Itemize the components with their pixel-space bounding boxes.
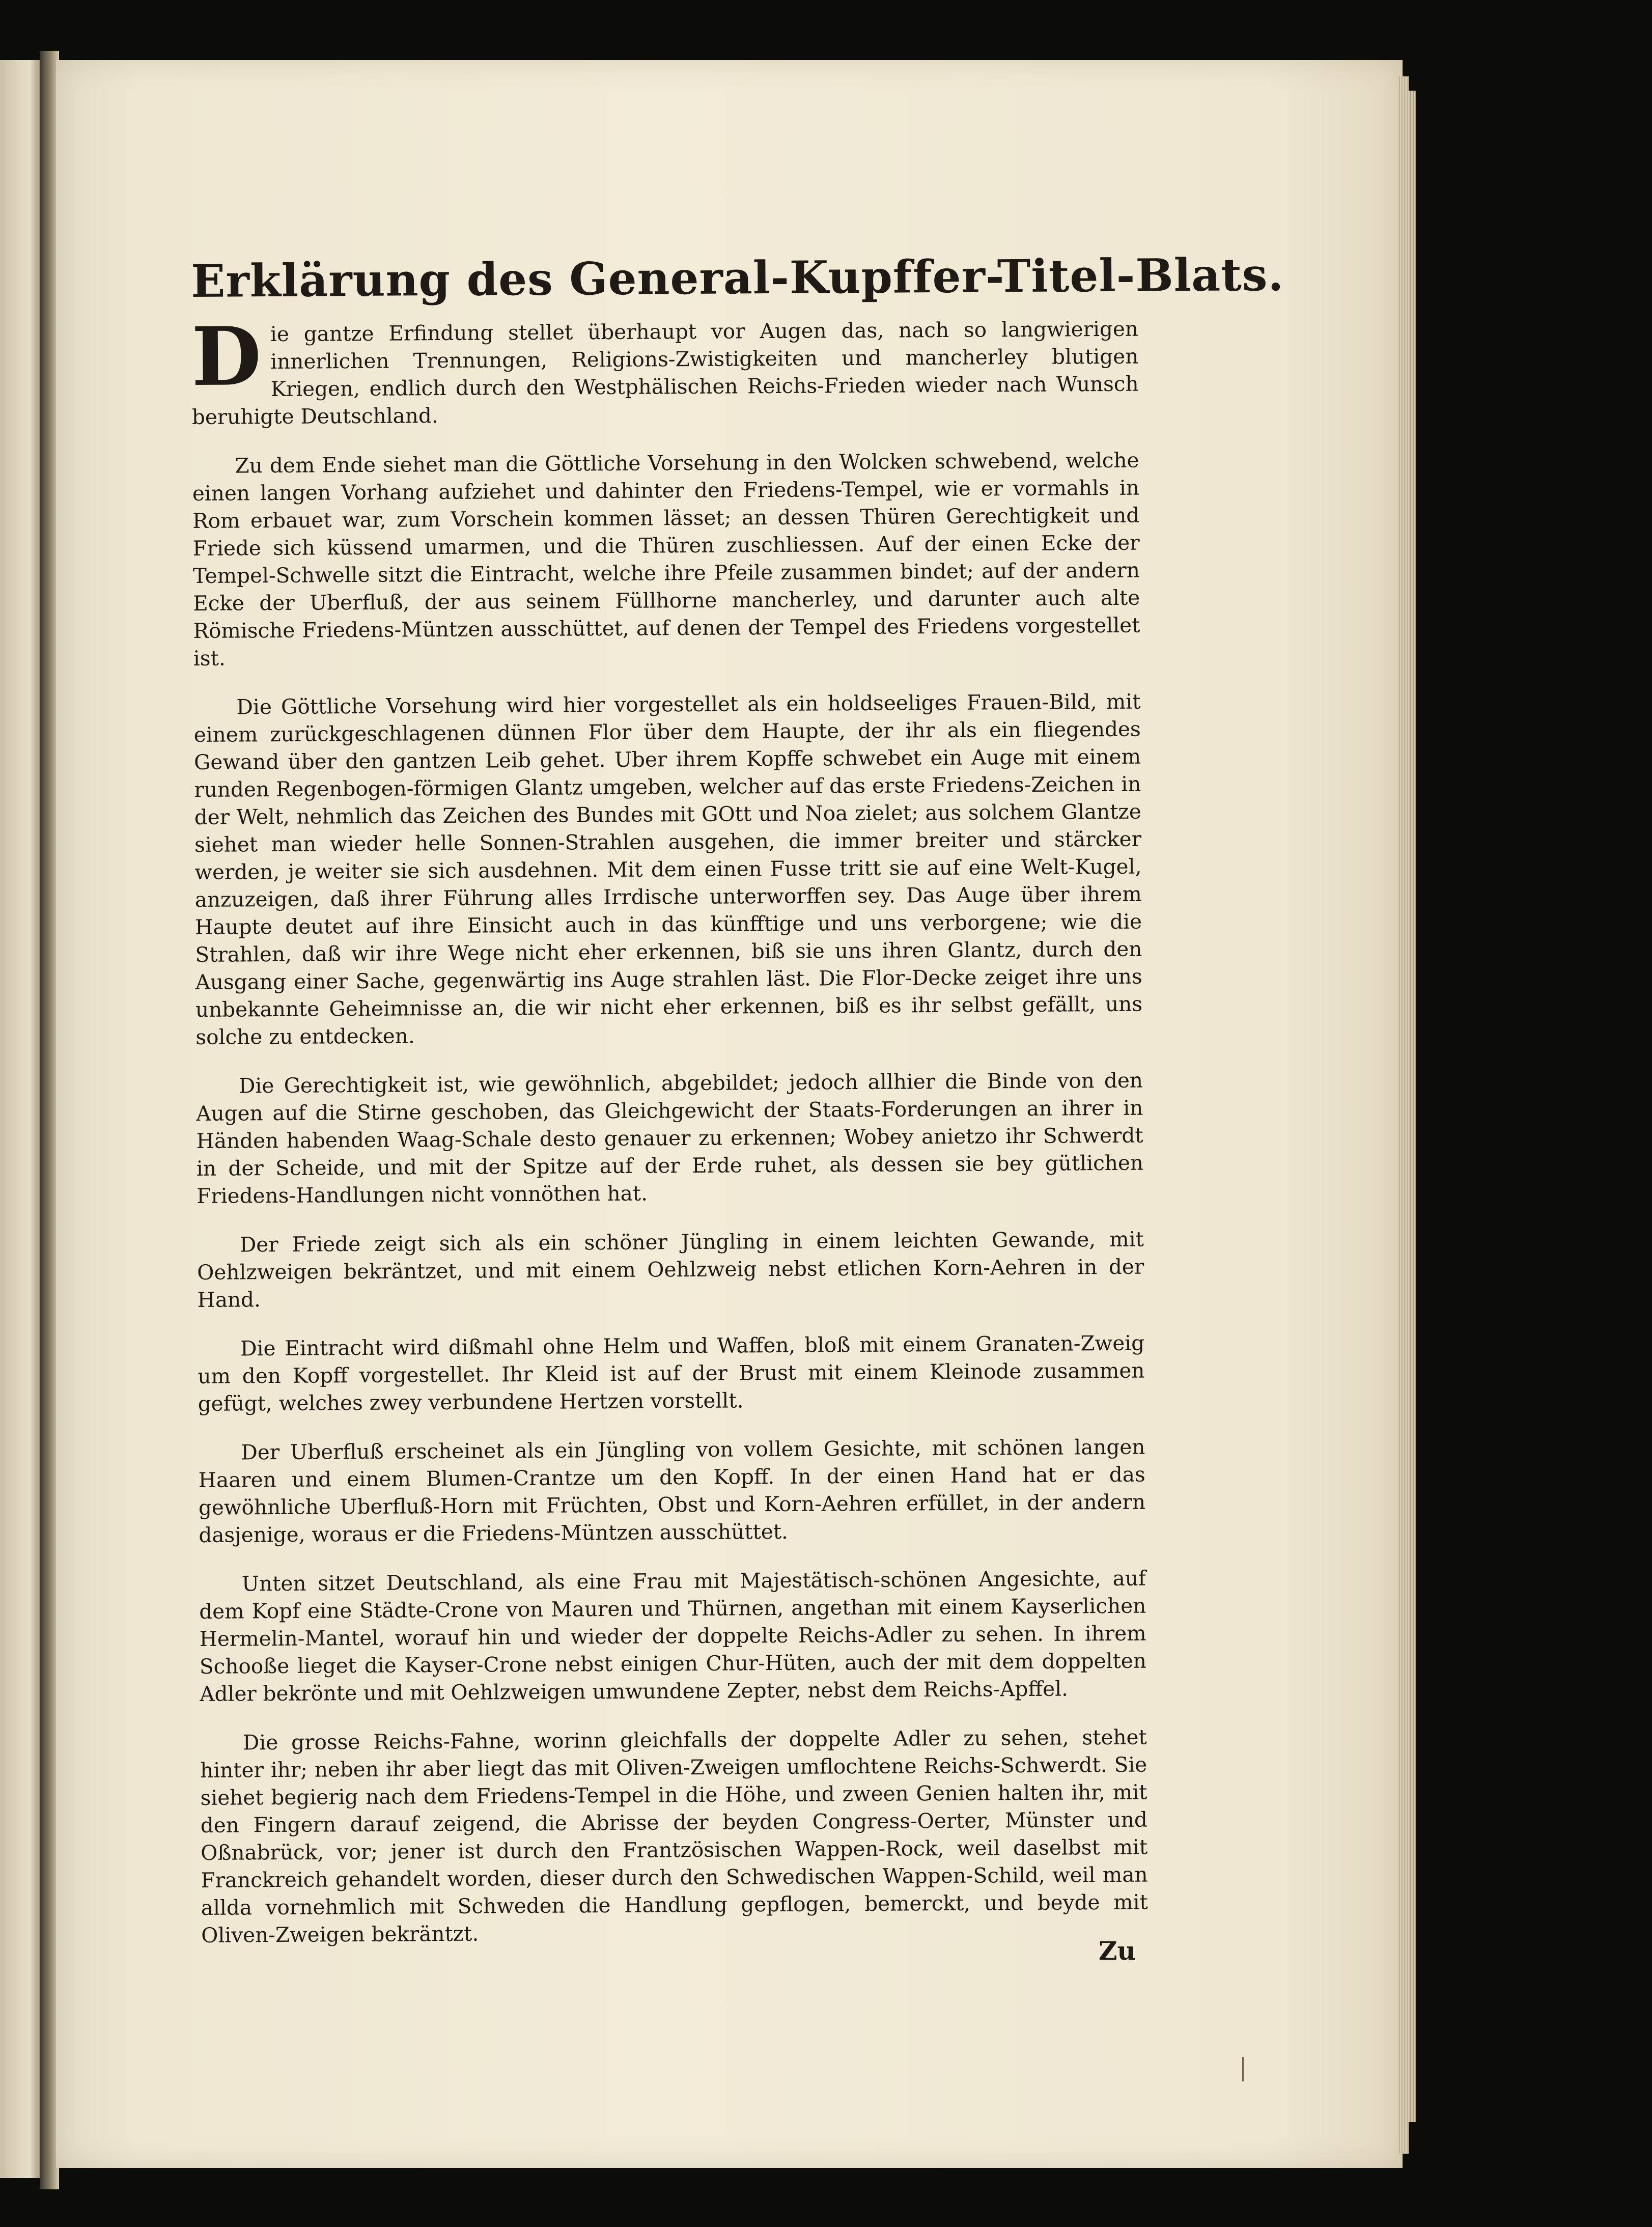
page-edge-stack-outer xyxy=(1409,91,1416,2122)
paragraph-text: ie gantze Erfindung stellet überhaupt vor Augen das, nach so langwierigen innerlichen Trennungen, Religions-Zwistigkeiten und mancherley blutigen Kriegen, endlich durch den Westphälischen Reichs-Frieden wieder nach Wunsch beruhigte Deutschland. xyxy=(191,316,1139,429)
paragraph-2: Zu dem Ende siehet man die Göttliche Vorsehung in den Wolcken schwebend, welche einen langen Vorhang aufziehet und dahinter den Friedens-Tempel, wie er vormahls in Rom erbauet war, zum Vorschein kommen lässet; an dessen Thüren Gerechtigkeit und Friede sich küssend umarmen, und die Thüren zuschliessen. Auf der einen Ecke der Tempel-Schwelle sitzt die Eintracht, welche ihre Pfeile zusammen bindet; auf der andern Ecke der Uberfluß, der aus seinem Füllhorne mancherley, und darunter auch alte Römische Friedens-Müntzen ausschüttet, auf denen der Tempel des Friedens vorgestellet ist. xyxy=(192,448,1140,671)
previous-page-edge xyxy=(0,60,41,2178)
paragraph-8: Unten sitzet Deutschland, als eine Frau mit Majestätisch-schönen Angesichte, auf dem Kopf eine Städte-Crone von Mauren und Thürnen, angethan mit einem Kayserlichen Hermelin-Mantel, worauf hin und wieder der doppelte Reichs-Adler zu sehen. In ihrem Schooße lieget die Kayser-Crone nebst einigen Chur-Hüten, auch der mit dem doppelten Adler bekrönte und mit Oehlzweigen umwundene Zepter, nebst dem Reichs-Apffel. xyxy=(199,1566,1147,1706)
page-text xyxy=(191,247,1284,1970)
press-mark xyxy=(1242,2057,1244,2081)
paragraph-6: Die Eintracht wird dißmahl ohne Helm und Waffen, bloß mit einem Granaten-Zweig um den Kopff vorgestellet. Ihr Kleid ist auf der Brust mit einem Kleinode zusammen gefügt, welches zwey verbundene Hertzen vorstellt. xyxy=(198,1330,1145,1416)
catchword: Zu xyxy=(1099,1936,1136,1966)
page-title: Erklärung des General-Kupffer-Titel-Blats. xyxy=(191,247,1284,308)
drop-cap: D xyxy=(191,310,262,404)
paragraph-5: Der Friede zeigt sich als ein schöner Jüngling in einem leichten Gewande, mit Oehlzweigen bekräntzet, und mit einem Oehlzweig nebst etlichen Korn-Aehren in der Hand. xyxy=(197,1227,1144,1312)
paragraph-3: Die Göttliche Vorsehung wird hier vorgestellet als ein holdseeliges Frauen-Bild, mit einem zurückgeschlagenen dünnen Flor über dem Haupte, der ihr als ein fliegendes Gewand über den gantzen Leib gehet. Uber ihrem Kopffe schwebet ein Auge mit einem runden Regenbogen-förmigen Glantz umgeben, welcher auf das erste Friedens-Zeichen in der Welt, nehmlich das Zeichen des Bundes mit GOtt und Noa zielet; aus solchem Glantze siehet man wieder helle Sonnen-Strahlen ausgehen, die immer breiter und stärcker werden, je weiter sie sich ausdehnen. Mit dem einen Fusse tritt sie auf eine Welt-Kugel, anzuzeigen, daß ihrer Führung alles Irrdische unterworffen sey. Das Auge über ihrem Haupte deutet auf ihre Einsicht auch in das künfftige und uns verborgene; wie die Strahlen, daß wir ihre Wege nicht eher erkennen, biß sie uns ihren Glantz, durch den Ausgang einer Sache, gegenwärtig ins Auge strahlen läst. Die Flor-Decke zeiget ihre uns unbekannte Geheimnisse an, die wir nicht eher erkennen, biß es ihr selbst gefällt, uns solche zu entdecken. xyxy=(193,689,1143,1049)
paragraph-9: Die grosse Reichs-Fahne, worinn gleichfalls der doppelte Adler zu sehen, stehet hinter ihr; neben ihr aber liegt das mit Oliven-Zweigen umflochtene Reichs-Schwerdt. Sie siehet begierig nach dem Friedens-Tempel in die Höhe, und zween Genien halten ihr, mit den Fingern darauf zeigend, die Abrisse der beyden Congress-Oerter, Münster und Oßnabrück, vor; jener ist durch den Frantzösischen Wappen-Rock, weil daselbst mit Franckreich gehandelt worden, dieser durch den Schwedischen Wappen-Schild, weil man allda vornehmlich mit Schweden die Handlung gepflogen, bemerckt, und beyde mit Oliven-Zweigen bekräntzt. xyxy=(200,1724,1148,1947)
paragraph-4: Die Gerechtigkeit ist, wie gewöhnlich, abgebildet; jedoch allhier die Binde von den Augen auf die Stirne geschoben, das Gleichgewicht der Staats-Forderungen an ihrer in Händen habenden Waag-Schale desto genauer zu erkennen; Wobey anietzo ihr Schwerdt in der Scheide, und mit der Spitze auf der Erde ruhet, als dessen sie bey gütlichen Friedens-Handlungen nicht vonnöthen hat. xyxy=(196,1068,1144,1208)
paragraph-7: Der Uberfluß erscheinet als ein Jüngling von vollem Gesichte, mit schönen langen Haaren und einem Blumen-Crantze um den Kopff. In der einen Hand hat er das gewöhnliche Uberfluß-Horn mit Früchten, Obst und Korn-Aehren erfüllet, in der andern dasjenige, woraus er die Friedens-Müntzen ausschüttet. xyxy=(198,1434,1146,1547)
page-edge-stack xyxy=(1397,76,1409,2154)
paragraph-1 xyxy=(191,310,1139,431)
